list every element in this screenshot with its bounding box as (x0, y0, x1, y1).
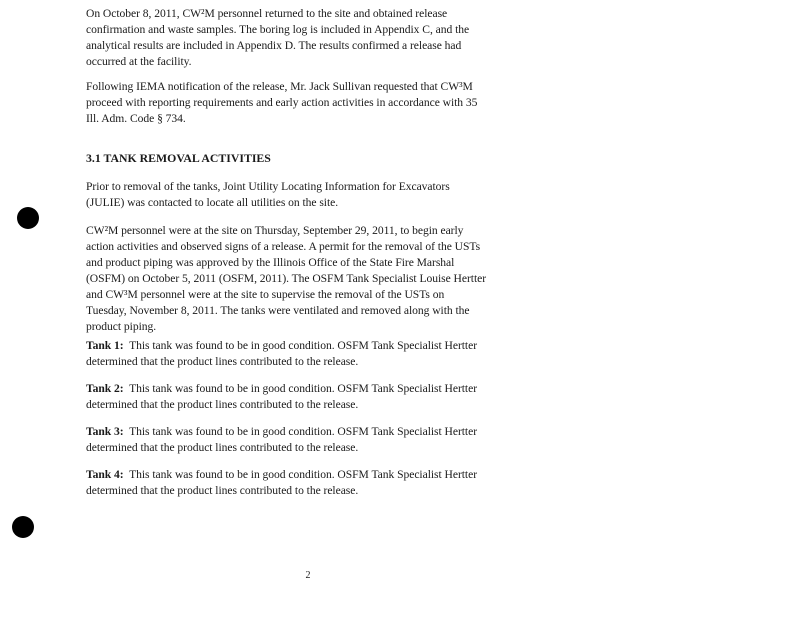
text-line: and product piping was approved by the Illinois Office of the State Fire Marshal (86, 256, 455, 269)
tank-text: This tank was found to be in good condition. OSFM Tank Specialist Hertter (129, 468, 478, 481)
text-line (86, 424, 546, 440)
paragraph-tank-removal (86, 223, 546, 335)
text-line: (JULIE) was contacted to locate all utilities on the site. (86, 196, 339, 209)
page-number: 2 (305, 570, 311, 581)
tank-label: Tank 2: (86, 382, 124, 395)
text-line: Prior to removal of the tanks, Joint Utility Locating Information for Excavators (86, 180, 450, 193)
text-line: analytical results are included in Appendix D. The results confirmed a release had (86, 39, 462, 52)
text-line: Following IEMA notification of the release, Mr. Jack Sullivan requested that CW³M (86, 80, 473, 93)
text-line: and CW³M personnel were at the site to supervise the removal of the USTs on (86, 288, 445, 301)
text-line: confirmation and waste samples. The boring log is included in Appendix C, and the (86, 23, 470, 36)
text-line: (OSFM) on October 5, 2011 (OSFM, 2011). The OSFM Tank Specialist Louise Hertter (86, 272, 487, 285)
text-line: determined that the product lines contributed to the release. (86, 441, 359, 454)
tank-label: Tank 4: (86, 468, 124, 481)
text-line (86, 338, 546, 354)
text-line: determined that the product lines contributed to the release. (86, 355, 359, 368)
text-line: determined that the product lines contributed to the release. (86, 484, 359, 497)
tank-text: This tank was found to be in good condition. OSFM Tank Specialist Hertter (129, 339, 478, 352)
tank-label: Tank 1: (86, 339, 124, 352)
text-line: Tuesday, November 8, 2011. The tanks were ventilated and removed along with the (86, 304, 470, 317)
tank-4-paragraph (86, 467, 546, 499)
text-line: Ill. Adm. Code § 734. (86, 112, 186, 125)
text-line: action activities and observed signs of a release. A permit for the removal of the USTs (86, 240, 481, 253)
punch-hole-icon (12, 516, 34, 538)
tank-label: Tank 3: (86, 425, 124, 438)
text-line (86, 467, 546, 483)
text-line: proceed with reporting requirements and early action activities in accordance with 35 (86, 96, 478, 109)
tank-2-paragraph (86, 381, 546, 413)
paragraph-iema-notification (86, 79, 546, 127)
text-line: occurred at the facility. (86, 55, 192, 68)
text-line (86, 381, 546, 397)
tank-3-paragraph (86, 424, 546, 456)
punch-hole-icon (17, 207, 39, 229)
text-line: product piping. (86, 320, 157, 333)
tank-1-paragraph (86, 338, 546, 370)
paragraph-release-confirmation (86, 6, 546, 70)
text-line: determined that the product lines contributed to the release. (86, 398, 359, 411)
paragraph-julie (86, 179, 546, 211)
tank-text: This tank was found to be in good condition. OSFM Tank Specialist Hertter (129, 425, 478, 438)
tank-text: This tank was found to be in good condition. OSFM Tank Specialist Hertter (129, 382, 478, 395)
text-line: On October 8, 2011, CW²M personnel returned to the site and obtained release (86, 7, 448, 20)
section-heading: 3.1 TANK REMOVAL ACTIVITIES (86, 151, 271, 165)
text-line: CW²M personnel were at the site on Thursday, September 29, 2011, to begin early (86, 224, 464, 237)
